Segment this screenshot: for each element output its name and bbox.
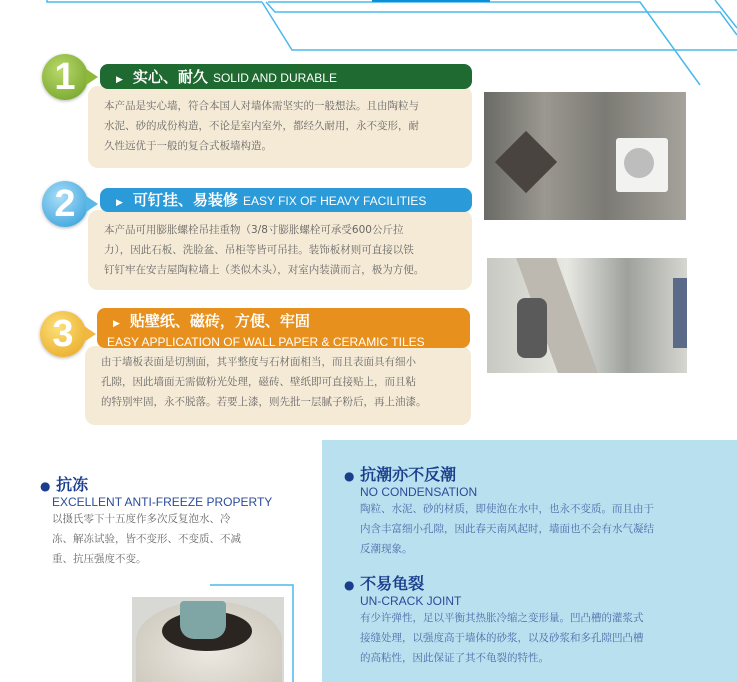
feature-title: 不易龟裂 xyxy=(360,574,425,593)
section-2-body xyxy=(88,210,472,290)
feature-subtitle: NO CONDENSATION xyxy=(360,485,478,499)
text-line: 的特别牢固，永不脱落。若要上漆，则先批一层腻子粉后，再上油漆。 xyxy=(101,396,427,408)
feature-title: 抗潮亦不反潮 xyxy=(360,465,457,484)
text-line: 钉钉牢在安吉屋陶粒墙上（类似木头），对室内装潢而言，极为方便。 xyxy=(104,264,425,276)
title-cn: 可钉挂、易装修 xyxy=(132,191,238,209)
text-line: 重、抗压强度不变。 xyxy=(52,553,147,565)
text-line: 本产品是实心墙，符合本国人对墙体需坚实的一般想法。且由陶粒与 xyxy=(104,100,419,112)
section-2-header xyxy=(100,188,472,212)
play-icon: ▶ xyxy=(116,198,123,208)
feature-panel xyxy=(322,440,737,682)
bullet-icon: ● xyxy=(40,479,51,493)
text-line: 有少许弹性，足以平衡其热胀冷缩之变形量。凹凸槽的灌浆式 xyxy=(360,612,644,624)
title-en: EASY FIX OF HEAVY FACILITIES xyxy=(242,194,427,208)
text-line: 以摄氏零下十五度作多次反复泡水、冷 xyxy=(52,513,231,525)
text-line: 内含丰富细小孔隙，因此春天南风起时，墙面也不会有水气凝结 xyxy=(360,523,654,535)
feature-subtitle: EXCELLENT ANTI-FREEZE PROPERTY xyxy=(52,495,273,509)
section-3-header xyxy=(97,308,470,348)
feature-un-crack xyxy=(344,571,644,668)
section-1-body xyxy=(88,86,472,168)
number-badge-3: 3 xyxy=(40,311,86,357)
text-line: 陶粒、水泥、砂的材质，即使泡在水中，也永不变质。而且由于 xyxy=(360,503,654,515)
number-badge-1: 1 xyxy=(42,54,88,100)
text-line: 冻、解冻试验，皆不变形、不变质、不减 xyxy=(52,533,241,545)
section-1-header xyxy=(100,64,472,89)
number-badge-2: 2 xyxy=(42,181,88,227)
title-en: EASY APPLICATION OF WALL PAPER & CERAMIC TILES xyxy=(107,335,425,349)
title-cn: 贴壁纸、磁砖，方便、牢固 xyxy=(129,312,310,330)
feature-no-condensation xyxy=(344,462,654,559)
wall-ac-photo xyxy=(484,92,686,220)
text-line: 孔隙，因此墙面无需做粉光处理，磁砖、壁纸即可直接贴上，而且粘 xyxy=(101,376,416,388)
text-line: 本产品可用膨胀螺栓吊挂重物（3/8寸膨胀螺栓可承受600公斤拉 xyxy=(104,224,404,236)
text-line: 接缝处理，以强度高于墙体的砂浆，以及砂浆和多孔隙凹凸槽 xyxy=(360,632,644,644)
planter-photo xyxy=(132,597,284,682)
text-line: 久性远优于一般的复合式板墙构造。 xyxy=(104,140,272,152)
section-3-body xyxy=(85,346,471,425)
feature-anti-freeze xyxy=(40,472,300,569)
text-line: 水泥、砂的成份构造，不论是室内室外，都经久耐用，永不变形，耐 xyxy=(104,120,419,132)
feature-subtitle: UN-CRACK JOINT xyxy=(360,594,462,608)
text-line: 由于墙板表面是切割面，其平整度与石材面相当，而且表面具有细小 xyxy=(101,356,416,368)
bullet-icon: ● xyxy=(344,469,355,483)
play-icon: ▶ xyxy=(116,75,123,85)
title-cn: 实心、耐久 xyxy=(132,68,208,86)
workers-installing-photo xyxy=(487,258,687,373)
text-line: 力），因此石板、洗脸盆、吊柜等皆可吊挂。装饰板材则可直接以铁 xyxy=(104,244,414,256)
feature-title: 抗冻 xyxy=(56,475,89,494)
title-en: SOLID AND DURABLE xyxy=(212,71,337,85)
play-icon: ▶ xyxy=(113,319,120,329)
text-line: 反潮现象。 xyxy=(360,543,413,555)
bullet-icon: ● xyxy=(344,578,355,592)
text-line: 的高粘性，因此保证了其不龟裂的特性。 xyxy=(360,652,549,664)
